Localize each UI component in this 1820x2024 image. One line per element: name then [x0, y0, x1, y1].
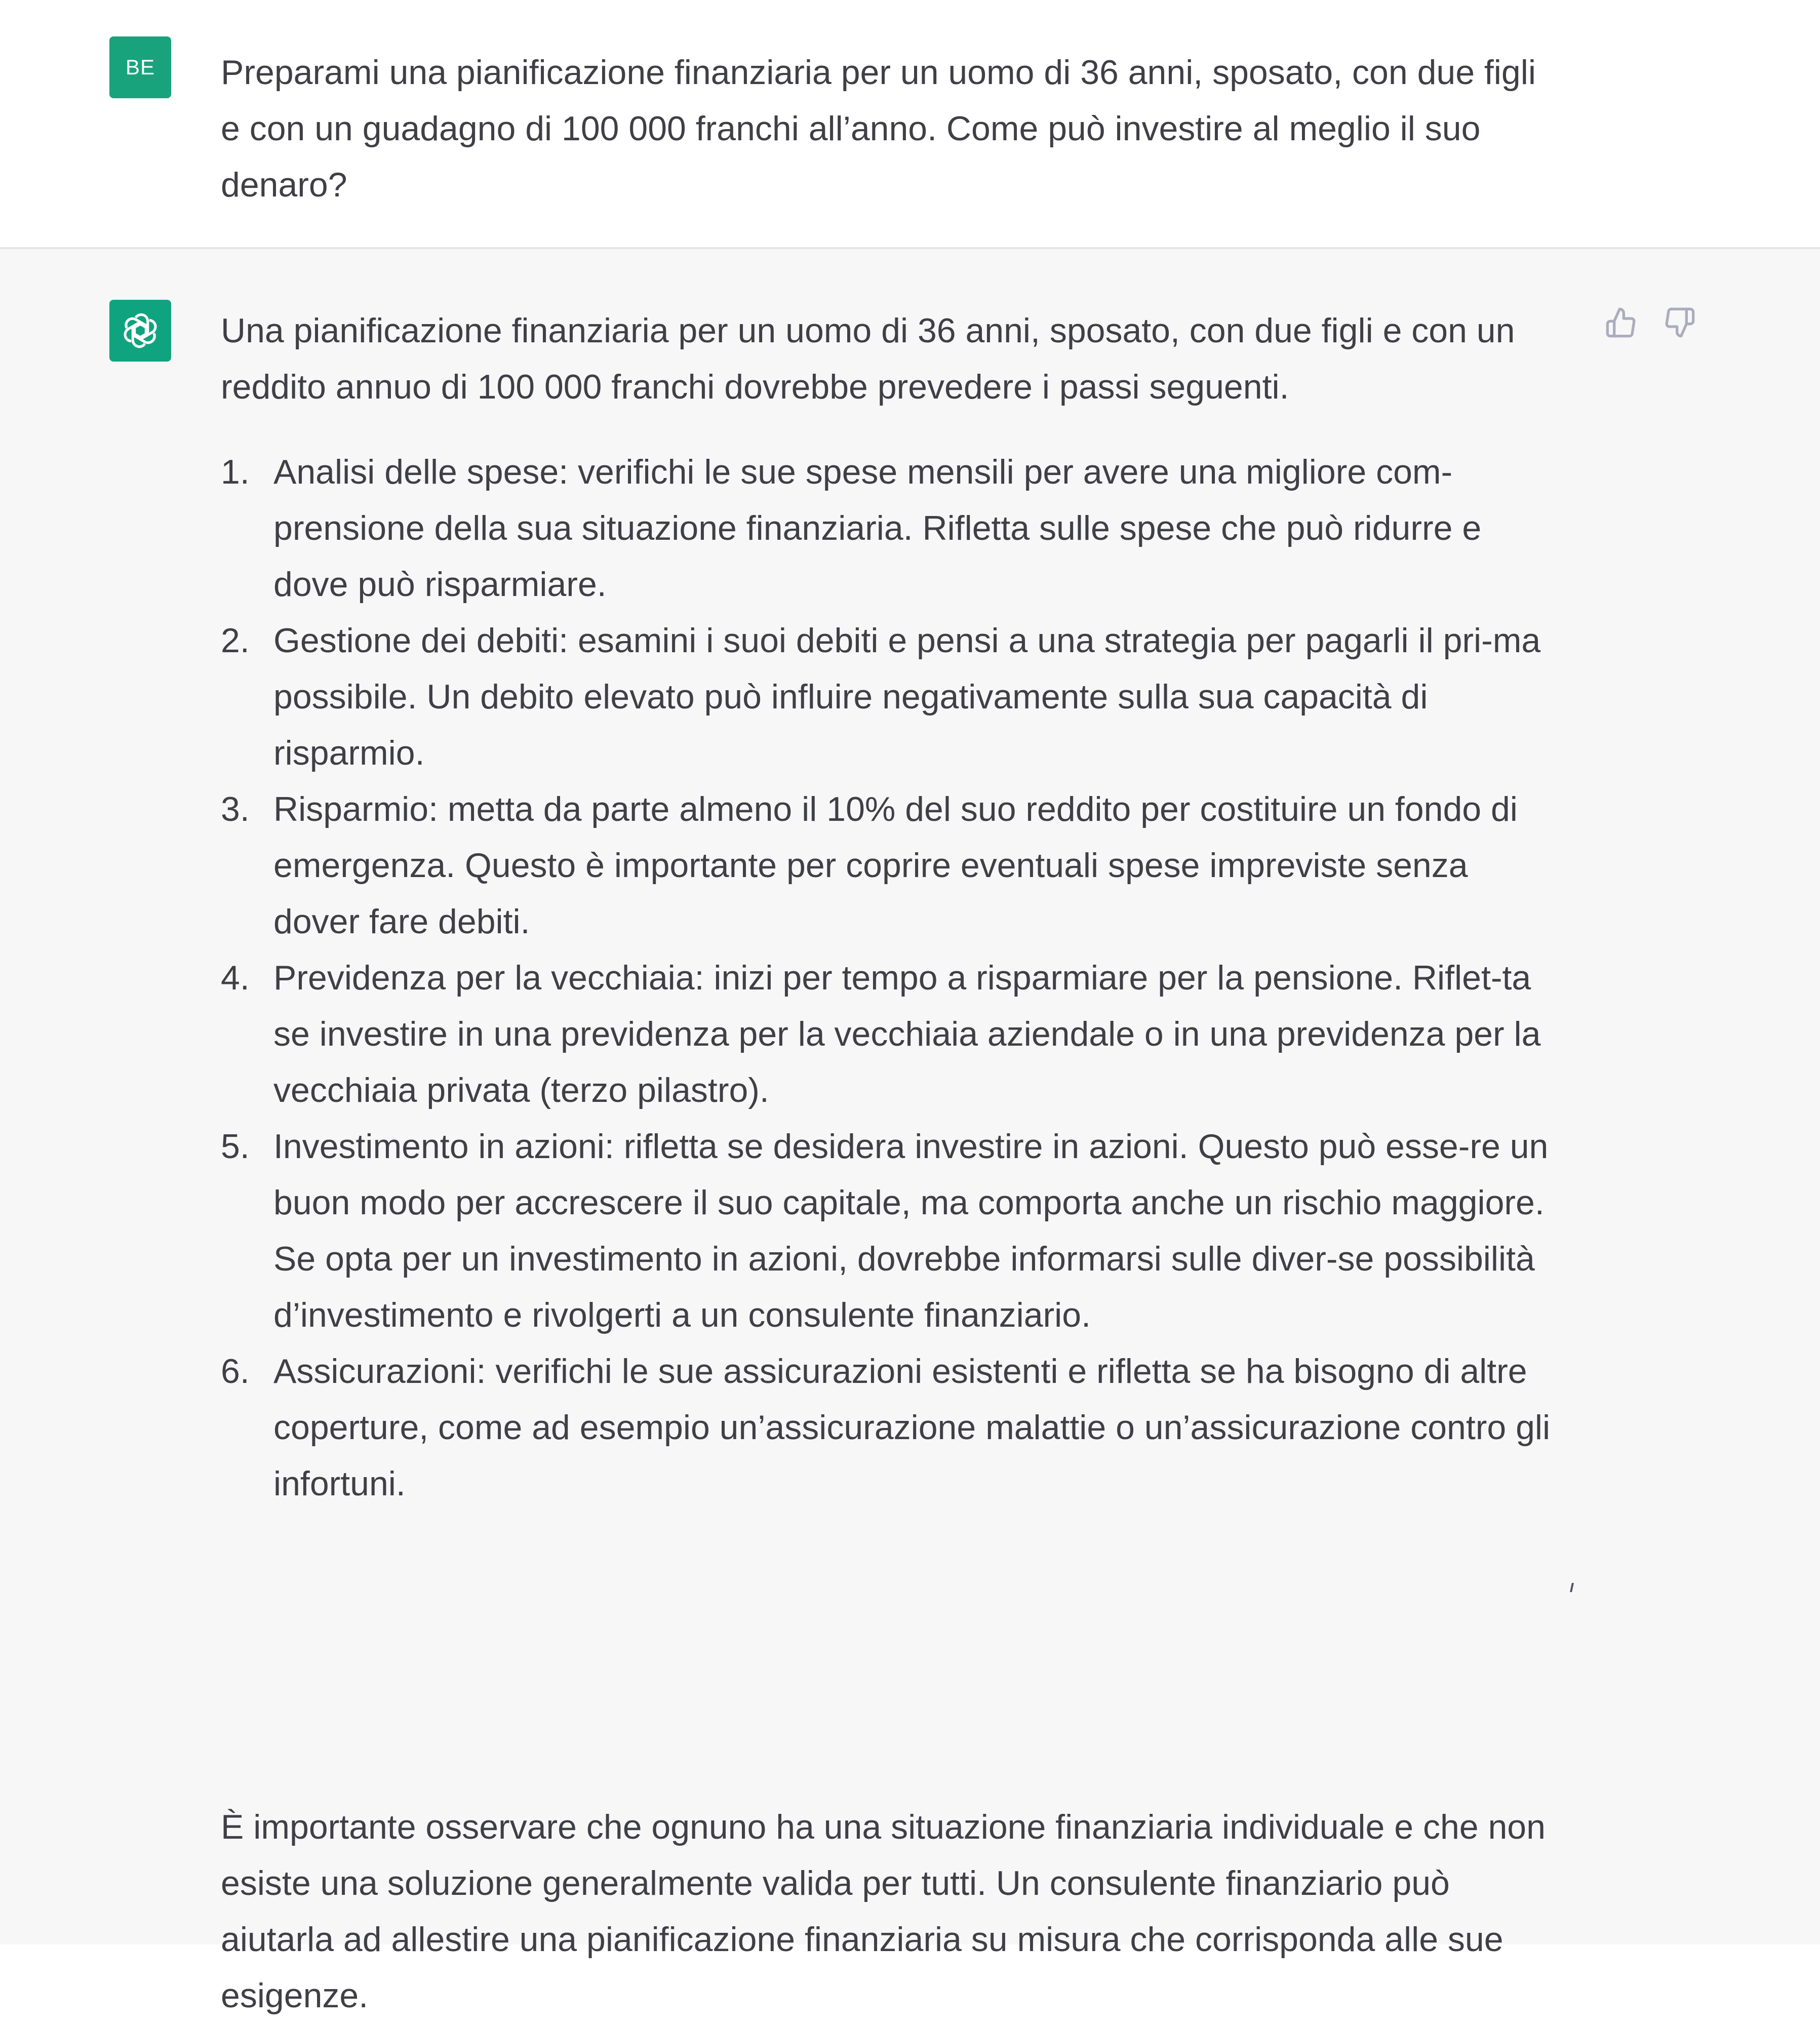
- user-avatar-initials: BE: [125, 55, 155, 79]
- openai-logo-icon: [118, 309, 162, 352]
- list-item-text: Analisi delle spese: verifichi le sue spese mensili per avere una migliore com-prensione della sua situazione finanziaria. Rifletta sulle spese che può ridurre e dove può risparmiare.: [273, 453, 1482, 604]
- list-item-number: 3.: [221, 790, 250, 828]
- list-item: [221, 781, 1558, 950]
- list-item: [221, 1343, 1558, 1512]
- assistant-outro-text: È importante osservare che ognuno ha una situazione finanziaria individuale e che non esiste una soluzione generalmente valida per tutti. Un consulente finanziario può aiutarla ad allestire una pianificazione finanziaria su misura che corrisponda alle sue esigenze.: [221, 1808, 1546, 2015]
- assistant-intro-text: Una pianificazione finanziaria per un uomo di 36 anni, sposato, con due figli e con un reddito annuo di 100 000 franchi dovrebbe prevedere i passi seguenti.: [221, 311, 1515, 406]
- assistant-step-list: [221, 444, 1558, 1512]
- list-item-number: 2.: [221, 621, 250, 660]
- list-item-text: Gestione dei debiti: esamini i suoi debiti e pensi a una strategia per pagarli il pri-ma possibile. Un debito elevato può influire negativamente sulla sua capacità di risparmio.: [273, 621, 1541, 772]
- list-item: [221, 1119, 1558, 1343]
- thumbs-down-icon: [1664, 306, 1696, 339]
- user-message-text: Preparami una pianificazione finanziaria per un uomo di 36 anni, sposato, con due figli e con un guadagno di 100 000 franchi all’anno. Come può investire al meglio il suo denaro?: [221, 53, 1536, 204]
- list-item-text: Risparmio: metta da parte almeno il 10% del suo reddito per costituire un fondo di emergenza. Questo è importante per coprire eventuali spese impreviste senza dover fare debiti.: [273, 790, 1518, 941]
- list-item-text: Previdenza per la vecchiaia: inizi per tempo a risparmiare per la pensione. Riflet-ta se investire in una previdenza per la vecchiaia aziendale o in una previdenza per la vecchiaia privata (terzo pilastro).: [273, 959, 1541, 1109]
- list-item: [221, 444, 1558, 613]
- list-item: [221, 950, 1558, 1119]
- feedback-actions: [1602, 304, 1698, 341]
- list-item: [221, 613, 1558, 781]
- list-item-text: Investimento in azioni: rifletta se desidera investire in azioni. Questo può esse-re un buon modo per accrescere il suo capitale, ma comporta anche un rischio maggiore. Se opta per un investimento in azioni, dovrebbe informarsi sulle diver-se possibilità d’investimento e rivolgerti a un consulente finanziario.: [273, 1127, 1549, 1334]
- list-item-text: Assicurazioni: verifichi le sue assicurazioni esistenti e rifletta se ha bisogno di altre coperture, come ad esempio un’assicurazione malattie o un’assicurazione contro gli infortuni.: [273, 1352, 1551, 1503]
- text-cursor-mark: [1570, 1583, 1574, 1592]
- list-item-number: 4.: [221, 959, 250, 997]
- user-avatar: [109, 36, 171, 98]
- list-item-number: 5.: [221, 1127, 250, 1166]
- thumbs-up-button[interactable]: [1602, 304, 1640, 341]
- assistant-avatar: [109, 300, 171, 362]
- list-item-number: 1.: [221, 453, 250, 491]
- assistant-message-row: [0, 249, 1820, 2015]
- thumbs-up-icon: [1605, 306, 1637, 339]
- thumbs-down-button[interactable]: [1661, 304, 1698, 341]
- list-item-number: 6.: [221, 1352, 250, 1391]
- user-message-row: [0, 0, 1820, 249]
